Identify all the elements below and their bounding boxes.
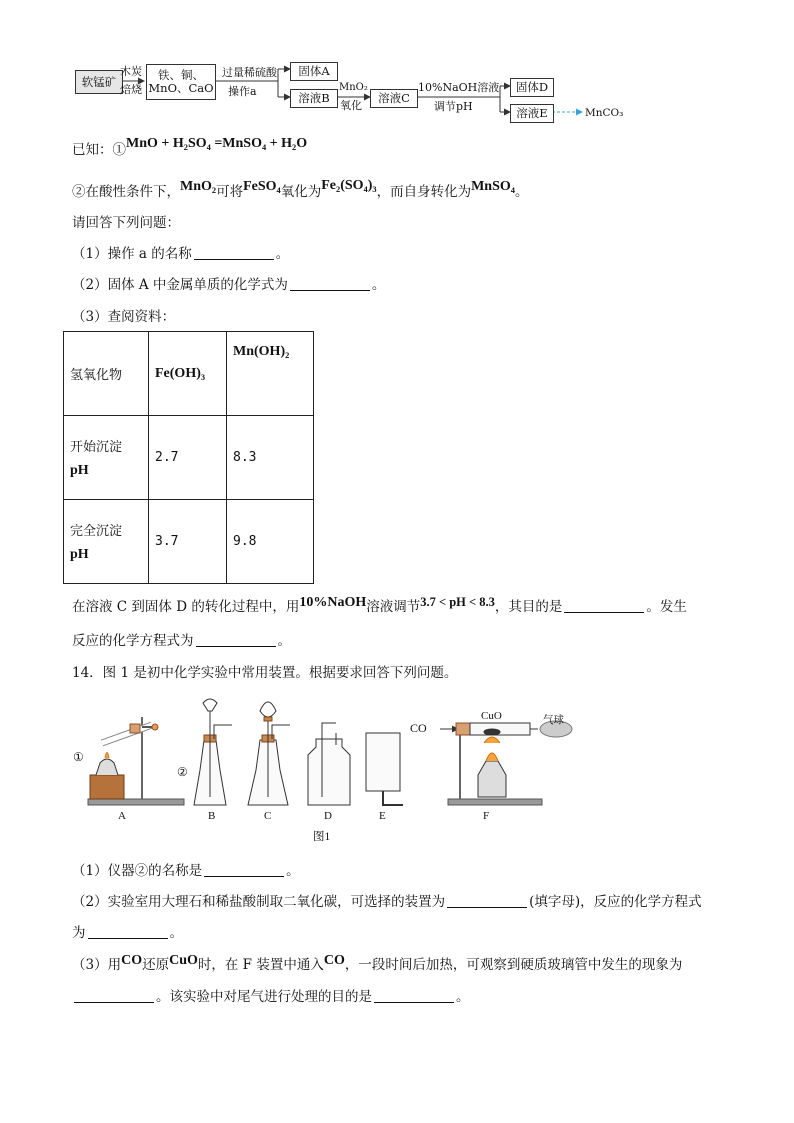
fig-label-a: A bbox=[118, 810, 126, 822]
table-header-cell: Fe(OH)₃ bbox=[149, 332, 227, 416]
flow-solid-a-box: 固体A bbox=[290, 62, 338, 81]
flow-step1-bottom: 焙烧 bbox=[120, 83, 142, 96]
q14-q1: （1）仪器②的名称是 。 bbox=[72, 863, 300, 879]
table-header-cell: Mn(OH)₂ bbox=[227, 332, 314, 416]
answer-blank[interactable] bbox=[564, 598, 644, 613]
q14-q3-line1: （3）用CO还原CuO时，在 F 装置中通入CO，一段时间后加热，可观察到硬质玻璃管中发生的现象为 bbox=[72, 953, 683, 973]
fig-cuo-label: CuO bbox=[481, 710, 502, 722]
flow-oxid-label: 氧化 bbox=[340, 99, 362, 112]
apparatus-e bbox=[366, 733, 403, 805]
apparatus-b bbox=[194, 699, 232, 805]
table-row-label: 完全沉淀 pH bbox=[64, 500, 149, 584]
flow-mix-box: 铁、铜、 MnO、CaO bbox=[146, 64, 216, 100]
answer-blank[interactable] bbox=[204, 862, 284, 877]
fig-label-d: D bbox=[324, 810, 332, 822]
known-line-2: ②在酸性条件下，MnO₂可将FeSO₄氧化为Fe₂(SO₄)₃，而自身转化为MnSO₄。 bbox=[72, 178, 529, 200]
flow-ph-label: 调节pH bbox=[434, 100, 473, 113]
q13-q1: （1）操作 a 的名称 。 bbox=[72, 246, 290, 262]
answer-blank[interactable] bbox=[194, 245, 274, 260]
flow-product: MnCO₃ bbox=[585, 107, 624, 119]
answer-blank[interactable] bbox=[74, 988, 154, 1003]
q14-title: 14．图 1 是初中化学实验中常用装置。根据要求回答下列问题。 bbox=[72, 665, 458, 681]
answer-blank[interactable] bbox=[447, 893, 527, 908]
flow-acid-label: 过量稀硫酸 bbox=[222, 66, 277, 79]
apparatus-a bbox=[88, 717, 184, 805]
table-row-label: 开始沉淀 pH bbox=[64, 416, 149, 500]
answer-blank[interactable] bbox=[88, 924, 168, 939]
flow-mno2-label: MnO₂ bbox=[339, 82, 368, 93]
q14-q3-line2: 。该实验中对尾气进行处理的目的是 。 bbox=[72, 988, 470, 1006]
apparatus-figure bbox=[60, 695, 590, 845]
answer-blank[interactable] bbox=[374, 988, 454, 1003]
fig-caption: 图1 bbox=[313, 831, 331, 843]
table-cell: 9.8 bbox=[227, 500, 314, 584]
fig-label-b: B bbox=[208, 810, 216, 822]
apparatus-f bbox=[440, 721, 572, 805]
q14-q2-line1: （2）实验室用大理石和稀盐酸制取二氧化碳，可选择的装置为 (填字母)，反应的化学方程式 bbox=[72, 894, 702, 910]
known-prefix: 已知：① bbox=[72, 142, 126, 158]
table-header-cell: 氢氧化物 bbox=[64, 332, 149, 416]
apparatus-c bbox=[248, 702, 290, 805]
fig-label-f: F bbox=[483, 810, 490, 822]
apparatus-d bbox=[308, 723, 350, 805]
known-eq1: MnO + H₂SO₄ =MnSO₄ + H₂O bbox=[126, 136, 308, 151]
flow-ore-box: 软锰矿 bbox=[75, 70, 123, 94]
q14-q2-line2: 为 。 bbox=[72, 925, 183, 941]
fig-circ1: ① bbox=[73, 750, 84, 764]
flow-sol-e-box: 溶液E bbox=[510, 104, 554, 123]
answer-blank[interactable] bbox=[290, 276, 370, 291]
flow-step1-top: 木炭 bbox=[120, 65, 142, 78]
table-cell: 3.7 bbox=[149, 500, 227, 584]
fig-circ2: ② bbox=[177, 765, 188, 779]
hydroxide-table bbox=[63, 331, 314, 584]
flow-op-label: 操作a bbox=[228, 85, 257, 98]
fig-co-label: CO bbox=[410, 721, 427, 735]
flow-sol-c-box: 溶液C bbox=[370, 89, 418, 108]
q13-q3: （3）查阅资料： bbox=[72, 309, 176, 325]
answer-blank[interactable] bbox=[196, 632, 276, 647]
flow-naoh-label: 10%NaOH溶液 bbox=[418, 81, 500, 94]
known-line-1 bbox=[72, 136, 308, 160]
fig-label-c: C bbox=[264, 810, 272, 822]
q13-q3-line2: 反应的化学方程式为 。 bbox=[72, 633, 291, 649]
table-cell: 8.3 bbox=[227, 416, 314, 500]
q13-prompt: 请回答下列问题： bbox=[72, 215, 180, 231]
q13-q2: （2）固体 A 中金属单质的化学式为 。 bbox=[72, 277, 386, 293]
flow-solid-d-box: 固体D bbox=[510, 78, 554, 97]
flow-sol-b-box: 溶液B bbox=[290, 89, 338, 108]
q13-q3-line1: 在溶液 C 到固体 D 的转化过程中，用10%NaOH溶液调节3.7 < pH < 8.3，其目的是 。发生 bbox=[72, 595, 687, 615]
fig-label-e: E bbox=[379, 810, 386, 822]
fig-balloon-label: 气球 bbox=[543, 715, 564, 726]
table-cell: 2.7 bbox=[149, 416, 227, 500]
